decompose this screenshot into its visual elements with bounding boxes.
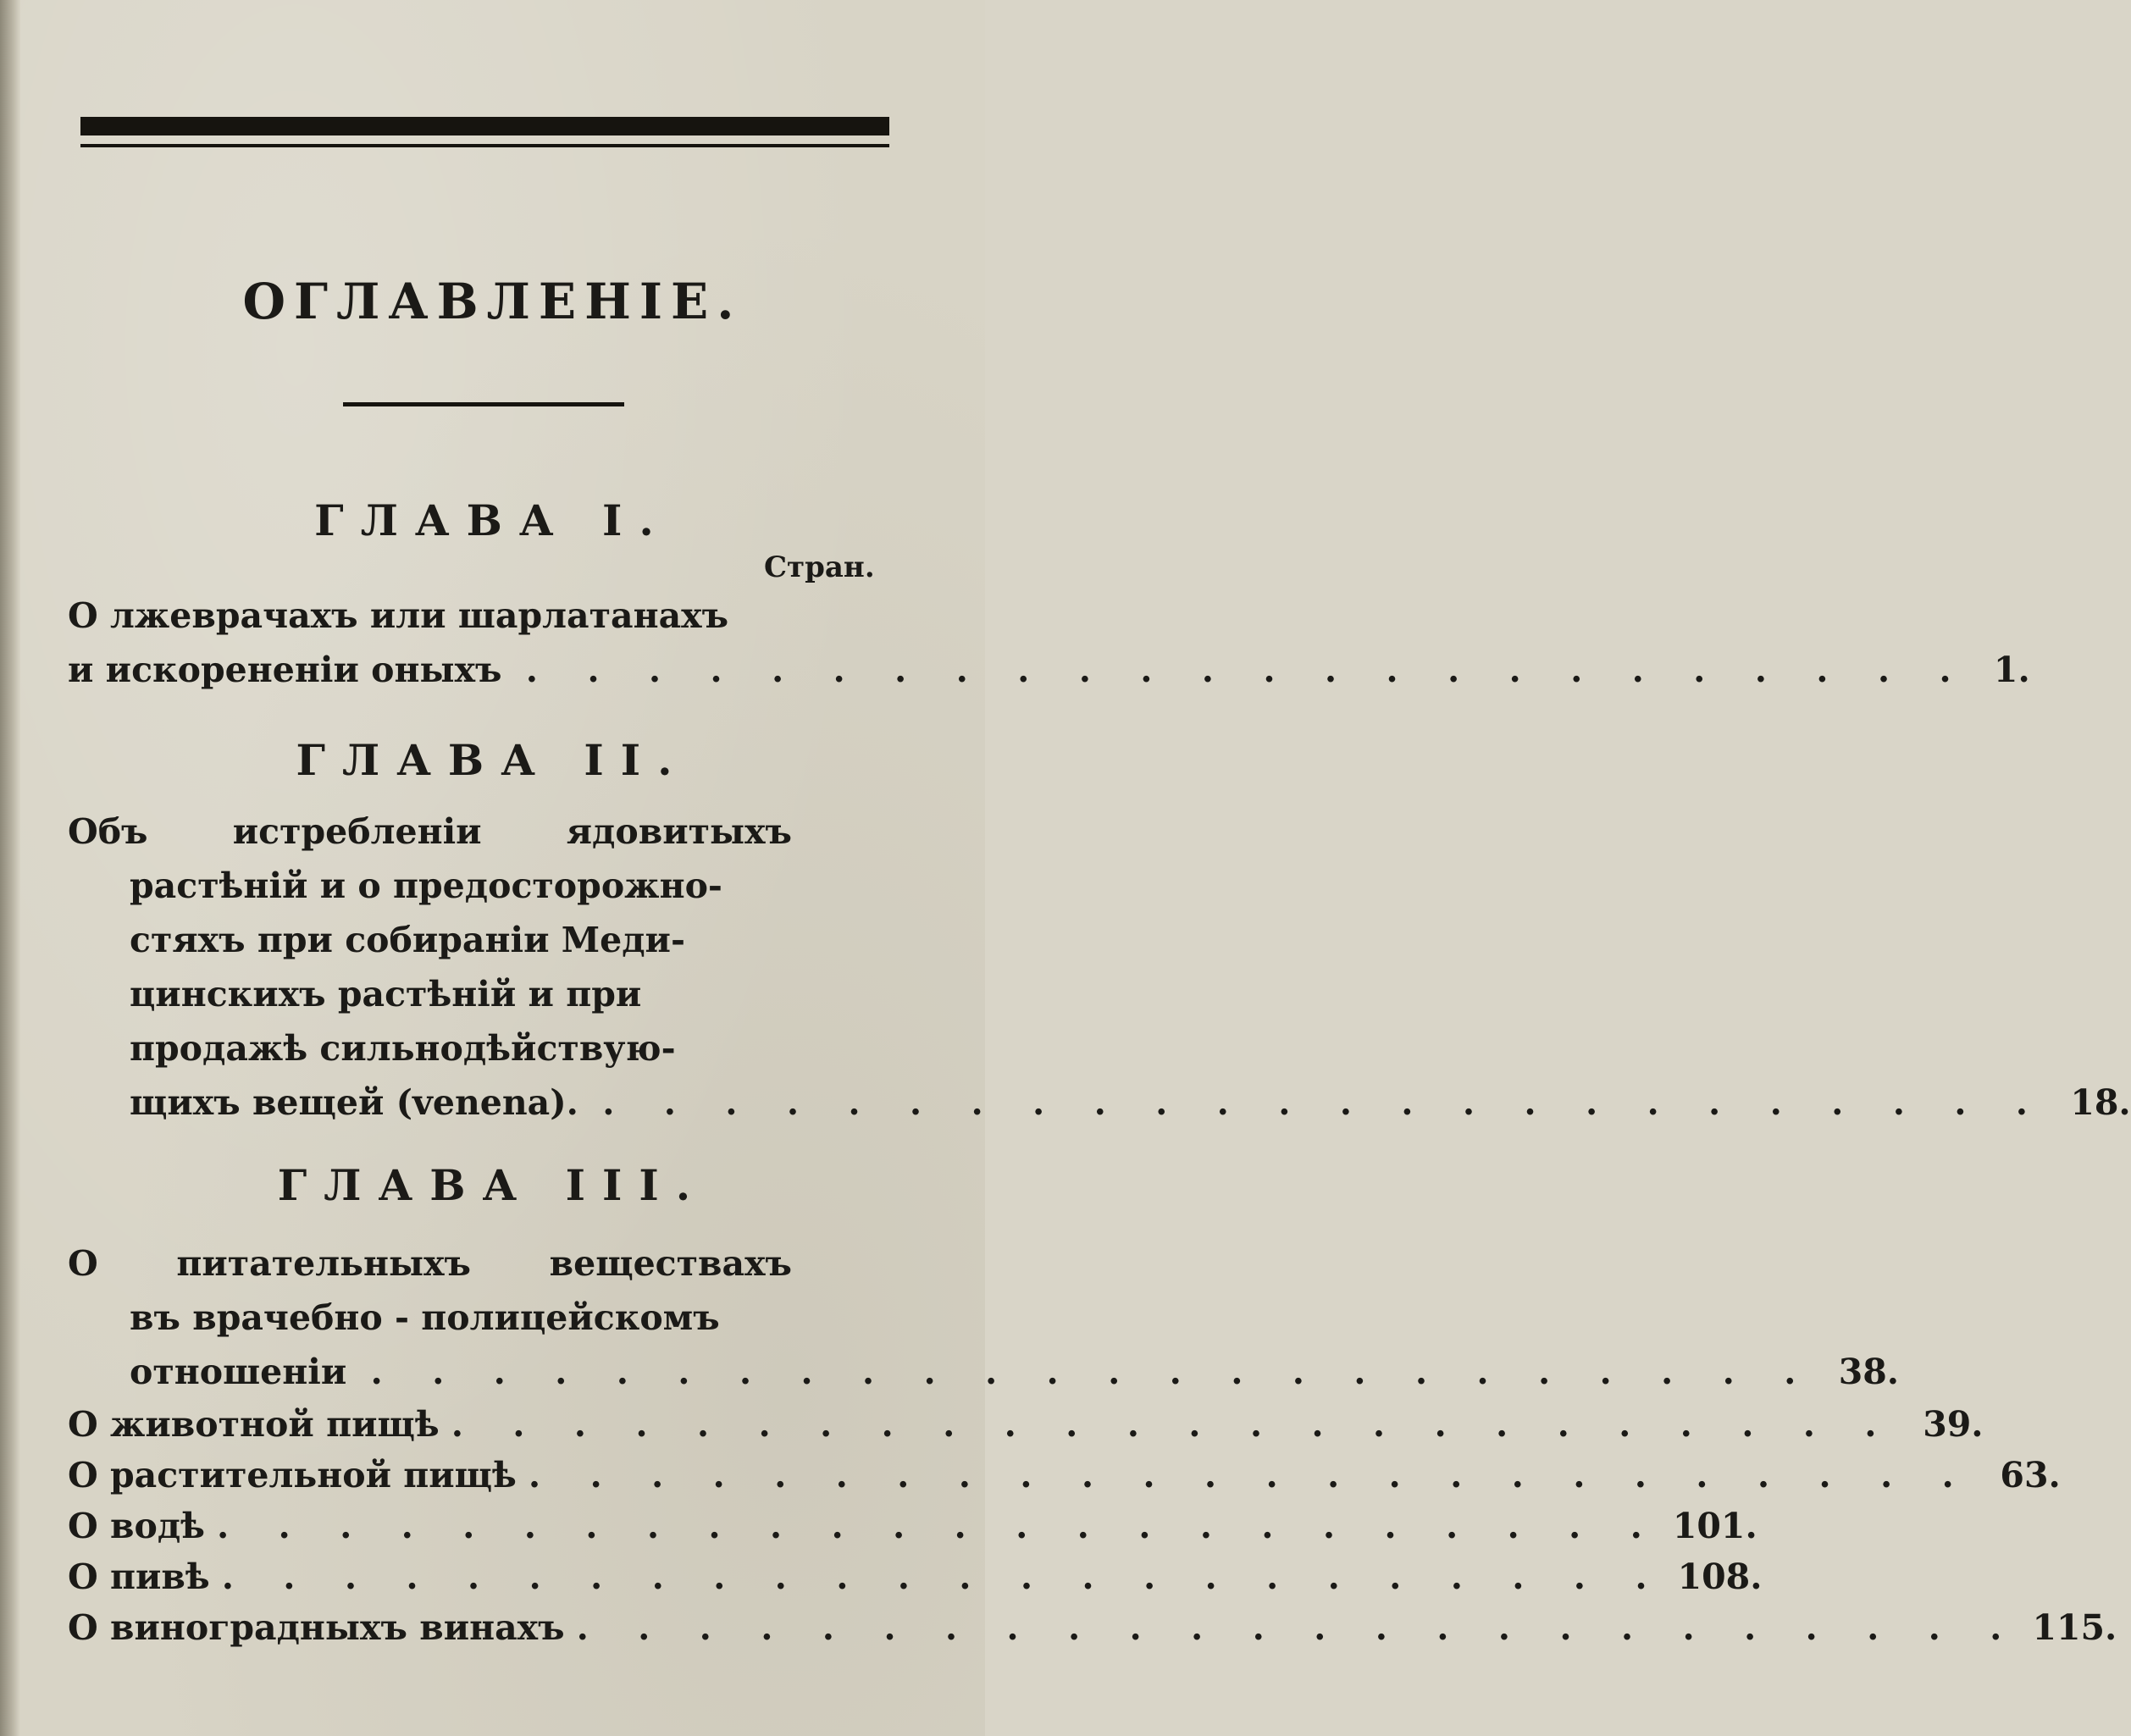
- page-number: 108.: [1677, 1556, 1763, 1597]
- page-column-label: Стран.: [764, 550, 875, 584]
- dot-leader: . . . . . . . . . . . . . . . . . . . . . . . .: [602, 1082, 2047, 1123]
- entry-line: О пивѣ: [68, 1556, 210, 1597]
- book-spine-edge: [0, 0, 20, 1736]
- dot-leader: . . . . . . . . . . . . . . . . . . . . . . . .: [370, 1352, 1815, 1392]
- entry-line: О виноградныхъ винахъ: [68, 1607, 565, 1648]
- entry-line: растѣній и о предосторожно-: [130, 865, 722, 906]
- page-title: ОГЛАВЛЕНІЕ.: [242, 273, 743, 330]
- entry-line: Объ истребленіи ядовитыхъ: [68, 811, 792, 852]
- chapter-3-entry-2: [68, 1399, 1984, 1450]
- entry-line: О лжеврачахъ или шарлатанахъ: [68, 595, 729, 636]
- title-underline-rule: [343, 402, 624, 406]
- dot-leader: . . . . . . . . . . . . . . . . . . . . . . . .: [576, 1607, 2021, 1648]
- entry-line: цинскихъ растѣній и при: [130, 974, 642, 1015]
- chapter-2-entry-1: [68, 804, 2131, 1130]
- entry-line: О питательныхъ веществахъ: [68, 1243, 792, 1284]
- entry-line: и искорененіи оныхъ: [68, 650, 502, 690]
- dot-leader: . . . . . . . . . . . . . . . . . . . . . . . .: [451, 1404, 1896, 1445]
- chapter-3-entry-6: [68, 1602, 2117, 1653]
- entry-line: щихъ вещей (venena).: [130, 1082, 578, 1123]
- page-number: 101.: [1672, 1506, 1757, 1546]
- dot-leader: . . . . . . . . . . . . . . . . . . . . . . . .: [216, 1506, 1661, 1546]
- chapter-3-heading: ГЛАВА III.: [277, 1160, 708, 1210]
- page-number: 39.: [1923, 1404, 1984, 1445]
- chapter-1-entry-1: [68, 589, 2030, 697]
- entry-line: О водѣ: [68, 1506, 205, 1546]
- page-number: 1.: [1993, 650, 2030, 690]
- dot-leader: . . . . . . . . . . . . . . . . . . . . . . . .: [525, 650, 1970, 690]
- entry-line: отношеніи: [130, 1352, 347, 1392]
- header-rule-heavy: [80, 117, 889, 135]
- dot-leader: . . . . . . . . . . . . . . . . . . . . . . . .: [221, 1556, 1666, 1597]
- chapter-2-heading: ГЛАВА II.: [296, 735, 689, 785]
- chapter-3-entry-4: [68, 1501, 1757, 1551]
- entry-line-with-page: [68, 1075, 2131, 1130]
- entry-line-with-page: [68, 1345, 1900, 1399]
- page-number: 18.: [2070, 1082, 2131, 1123]
- header-rule-thin: [80, 144, 889, 147]
- entry-line: О животной пищѣ: [68, 1404, 440, 1445]
- entry-line: въ врачебно - полицейскомъ: [130, 1297, 720, 1338]
- chapter-3-entry-5: [68, 1551, 1763, 1602]
- page-number: 63.: [2000, 1455, 2061, 1496]
- entry-line-with-page: [68, 643, 2030, 697]
- chapter-3-entry-3: [68, 1450, 2061, 1501]
- dot-leader: . . . . . . . . . . . . . . . . . . . . . . . .: [528, 1455, 1973, 1496]
- chapter-1-heading: ГЛАВА I.: [314, 495, 671, 545]
- chapter-3-entry-1: [68, 1236, 1900, 1399]
- page-number: 38.: [1838, 1352, 1900, 1392]
- entry-line: О растительной пищѣ: [68, 1455, 517, 1496]
- entry-line: продажѣ сильнодѣйствую-: [130, 1028, 676, 1069]
- entry-line: стяхъ при собираніи Меди-: [130, 920, 685, 960]
- page-number: 115.: [2032, 1607, 2117, 1648]
